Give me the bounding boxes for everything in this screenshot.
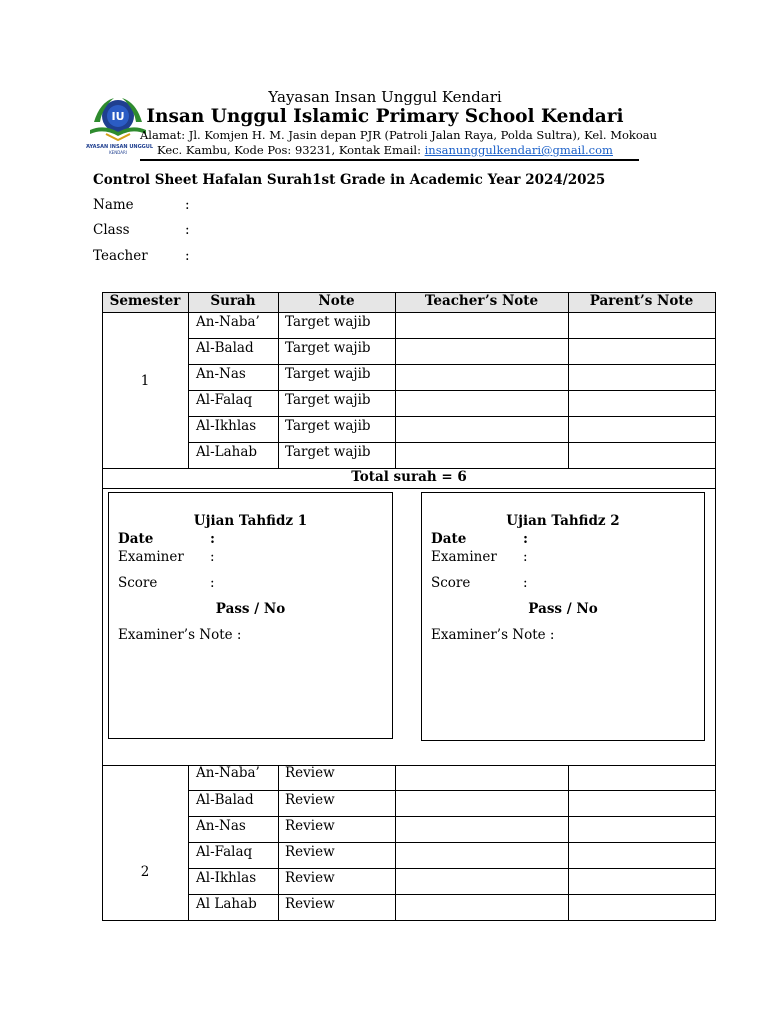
- table-row-surah: Al-Ikhlas: [196, 418, 257, 434]
- table-row-note: Target wajib: [285, 444, 371, 460]
- exam-2-examiner-field[interactable]: [431, 549, 528, 565]
- grid-line: [188, 816, 716, 817]
- logo-text: YAYASAN INSAN UNGGUL: [86, 144, 154, 150]
- grid-line: [188, 364, 716, 365]
- teacher-label: Teacher: [93, 248, 148, 264]
- grid-line: [188, 765, 189, 920]
- document-title: Control Sheet Hafalan Surah1st Grade in Academic Year 2024/2025: [93, 172, 606, 188]
- school-name: Insan Unggul Islamic Primary School Kendari: [146, 106, 624, 127]
- class-field[interactable]: [93, 222, 190, 238]
- grid-line: [278, 765, 279, 920]
- grid-line: [188, 790, 716, 791]
- grid-line: [188, 416, 716, 417]
- exam-1-title: Ujian Tahfidz 1: [193, 513, 308, 529]
- grid-line: [188, 868, 716, 869]
- grid-line: [188, 894, 716, 895]
- exam-2-date-field[interactable]: [431, 531, 528, 547]
- exam-1-date-colon: :: [210, 531, 215, 547]
- table-row-note: Target wajib: [285, 340, 371, 356]
- grid-line: [395, 292, 396, 468]
- exam-2-examiner-note: Examiner’s Note :: [431, 627, 555, 643]
- exam-1-date-label: Date: [118, 531, 154, 547]
- table-row-surah: An-Naba’: [196, 765, 260, 781]
- grid-line: [278, 292, 279, 468]
- header-semester: Semester: [109, 293, 181, 309]
- grid-line: [188, 842, 716, 843]
- semester-2-label: 2: [140, 864, 150, 880]
- exam-2-date-colon: :: [523, 531, 528, 547]
- grid-line: [102, 488, 716, 489]
- exam-1-examiner-field[interactable]: [118, 549, 215, 565]
- exam-box-2: [421, 492, 705, 741]
- grid-line: [102, 312, 716, 313]
- exam-1-score-label: Score: [118, 575, 158, 591]
- header-parents-note: Parent’s Note: [589, 293, 694, 309]
- header-divider: [140, 159, 639, 161]
- name-field[interactable]: [93, 197, 190, 213]
- table-row-note: Review: [285, 844, 335, 860]
- table-row-note: Target wajib: [285, 418, 371, 434]
- table-row-note: Review: [285, 765, 335, 781]
- table-row-surah: Al-Falaq: [196, 844, 253, 860]
- exam-2-score-label: Score: [431, 575, 471, 591]
- total-surah: Total surah = 6: [351, 469, 467, 485]
- table-row-surah: Al-Balad: [196, 340, 254, 356]
- exam-2-score-colon: :: [523, 575, 528, 591]
- exam-box-1: [108, 492, 393, 739]
- exam-1-examiner-colon: :: [210, 549, 215, 565]
- exam-2-examiner-label: Examiner: [431, 549, 497, 565]
- teacher-colon: :: [185, 248, 190, 264]
- exam-1-date-field[interactable]: [118, 531, 215, 547]
- grid-line: [715, 292, 716, 921]
- name-colon: :: [185, 197, 190, 213]
- grid-line: [188, 292, 189, 468]
- address-line-1: Alamat: Jl. Komjen H. M. Jasin depan PJR (Patroli Jalan Raya, Polda Sultra), Kel. Mokoau: [140, 128, 658, 142]
- exam-2-date-label: Date: [431, 531, 467, 547]
- table-row-surah: An-Nas: [196, 818, 246, 834]
- name-label: Name: [93, 197, 134, 213]
- exam-1-score-colon: :: [210, 575, 215, 591]
- table-row-surah: An-Naba’: [196, 314, 260, 330]
- grid-line: [188, 390, 716, 391]
- grid-line: [568, 292, 569, 468]
- grid-line: [568, 765, 569, 920]
- table-row-surah: An-Nas: [196, 366, 246, 382]
- grid-line: [102, 920, 716, 921]
- table-row-surah: Al-Ikhlas: [196, 870, 257, 886]
- exam-2-pass-no: Pass / No: [528, 601, 598, 617]
- header-teachers-note: Teacher’s Note: [424, 293, 539, 309]
- class-colon: :: [185, 222, 190, 238]
- table-row-surah: Al-Falaq: [196, 392, 253, 408]
- class-label: Class: [93, 222, 130, 238]
- grid-line: [188, 338, 716, 339]
- address-line-2: [140, 143, 630, 157]
- header-note: Note: [318, 293, 355, 309]
- exam-1-score-field[interactable]: [118, 575, 215, 591]
- grid-line: [395, 765, 396, 920]
- logo-subtext: KENDARI: [109, 150, 127, 155]
- table-row-note: Review: [285, 870, 335, 886]
- table-row-surah: Al-Balad: [196, 792, 254, 808]
- table-row-surah: Al Lahab: [196, 896, 257, 912]
- exam-1-pass-no: Pass / No: [215, 601, 286, 617]
- logo-initials: IU: [111, 110, 125, 123]
- table-row-note: Review: [285, 896, 335, 912]
- exam-2-score-field[interactable]: [431, 575, 528, 591]
- table-row-surah: Al-Lahab: [196, 444, 258, 460]
- teacher-field[interactable]: [93, 248, 190, 264]
- grid-line: [102, 765, 716, 766]
- semester-1-label: 1: [140, 373, 150, 389]
- table-row-note: Target wajib: [285, 314, 371, 330]
- exam-1-examiner-label: Examiner: [118, 549, 184, 565]
- exam-2-title: Ujian Tahfidz 2: [506, 513, 620, 529]
- exam-1-examiner-note: Examiner’s Note :: [118, 627, 242, 643]
- foundation-name: Yayasan Insan Unggul Kendari: [268, 88, 502, 106]
- header-surah: Surah: [210, 293, 256, 309]
- table-row-note: Review: [285, 818, 335, 834]
- email-link[interactable]: insanunggulkendari@gmail.com: [424, 143, 613, 157]
- table-row-note: Review: [285, 792, 335, 808]
- table-row-note: Target wajib: [285, 392, 371, 408]
- table-row-note: Target wajib: [285, 366, 371, 382]
- exam-2-examiner-colon: :: [523, 549, 528, 565]
- grid-line: [188, 442, 716, 443]
- address-line-2-text: Kec. Kambu, Kode Pos: 93231, Kontak Email:: [157, 143, 425, 157]
